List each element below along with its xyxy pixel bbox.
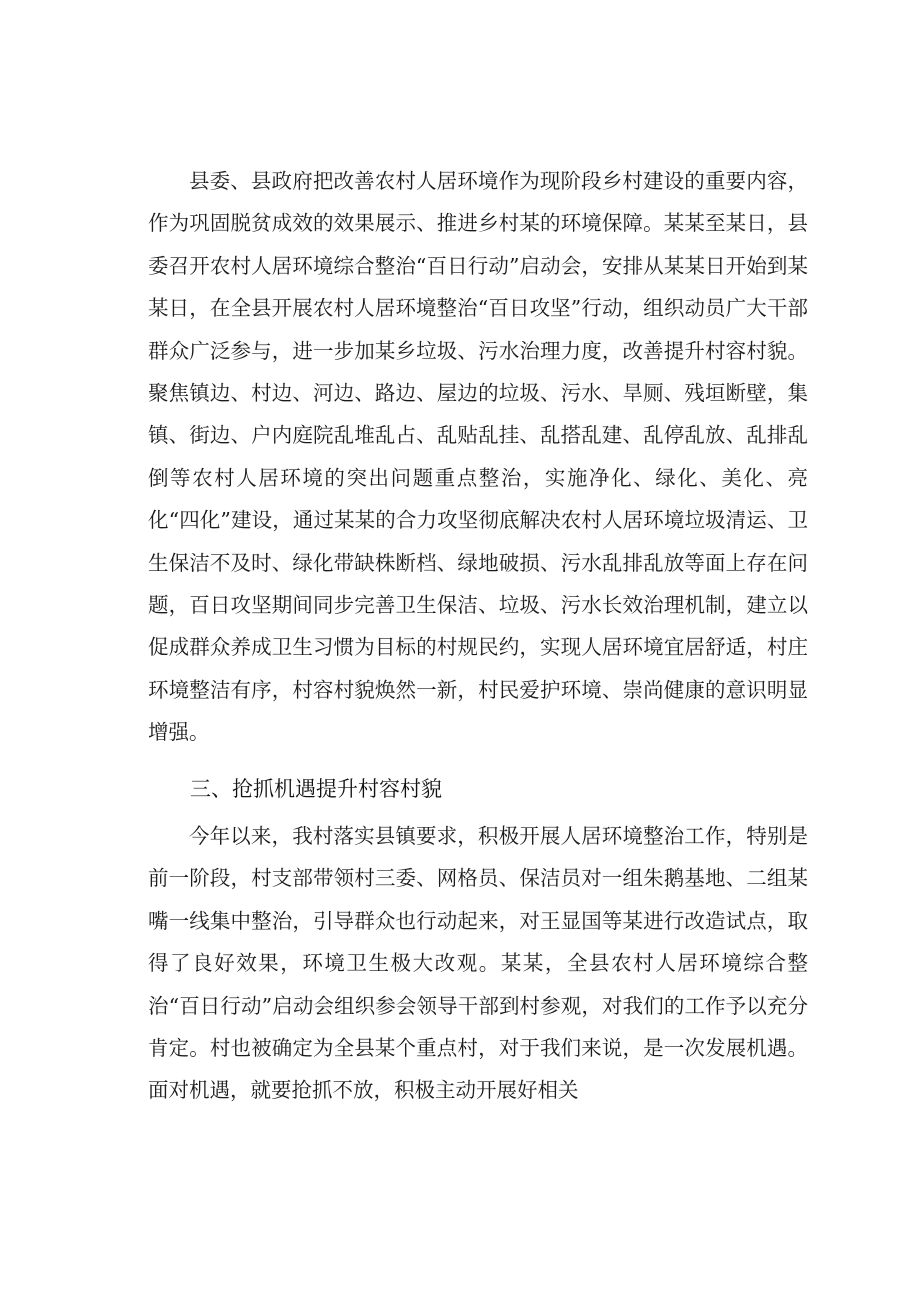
- body-paragraph-village-opportunity: 今年以来，我村落实县镇要求，积极开展人居环境整治工作，特别是前一阶段，村支部带领村三委、网格员、保洁员对一组朱鹅基地、二组某嘴一线集中整治，引导群众也行动起来，对王显国等某进行改造试点，取得了良好效果，环境卫生极大改观。某某，全县农村人居环境综合整治“百日行动”启动会组织参会领导干部到村参观，对我们的工作予以充分肯定。村也被确定为全县某个重点村，对于我们来说，是一次发展机遇。面对机遇，就要抢抓不放，积极主动开展好相关: [148, 824, 808, 1103]
- section-heading: 三、抢抓机遇提升村容村貌: [190, 777, 442, 801]
- body-paragraph-environment-campaign: 县委、县政府把改善农村人居环境作为现阶段乡村建设的重要内容，作为巩固脱贫成效的效果展示、推进乡村某的环境保障。某某至某日，县委召开农村人居环境综合整治“百日行动”启动会，安排从某某日开始到某某日，在全县开展农村人居环境整治“百日攻坚”行动，组织动员广大干部群众广泛参与，进一步加某乡垃圾、污水治理力度，改善提升村容村貌。聚焦镇边、村边、河边、路边、屋边的垃圾、污水、旱厕、残垣断壁，集镇、街边、户内庭院乱堆乱占、乱贴乱挂、乱搭乱建、乱停乱放、乱排乱倒等农村人居环境的突出问题重点整治，实施净化、绿化、美化、亮化“四化”建设，通过某某的合力攻坚彻底解决农村人居环境垃圾清运、卫生保洁不及时、绿化带缺株断档、绿地破损、污水乱排乱放等面上存在问题，百日攻坚期间同步完善卫生保洁、垃圾、污水长效治理机制，建立以促成群众养成卫生习惯为目标的村规民约，实现人居环境宜居舒适，村庄环境整洁有序，村容村貌焕然一新，村民爱护环境、崇尚健康的意识明显增强。: [148, 169, 808, 745]
